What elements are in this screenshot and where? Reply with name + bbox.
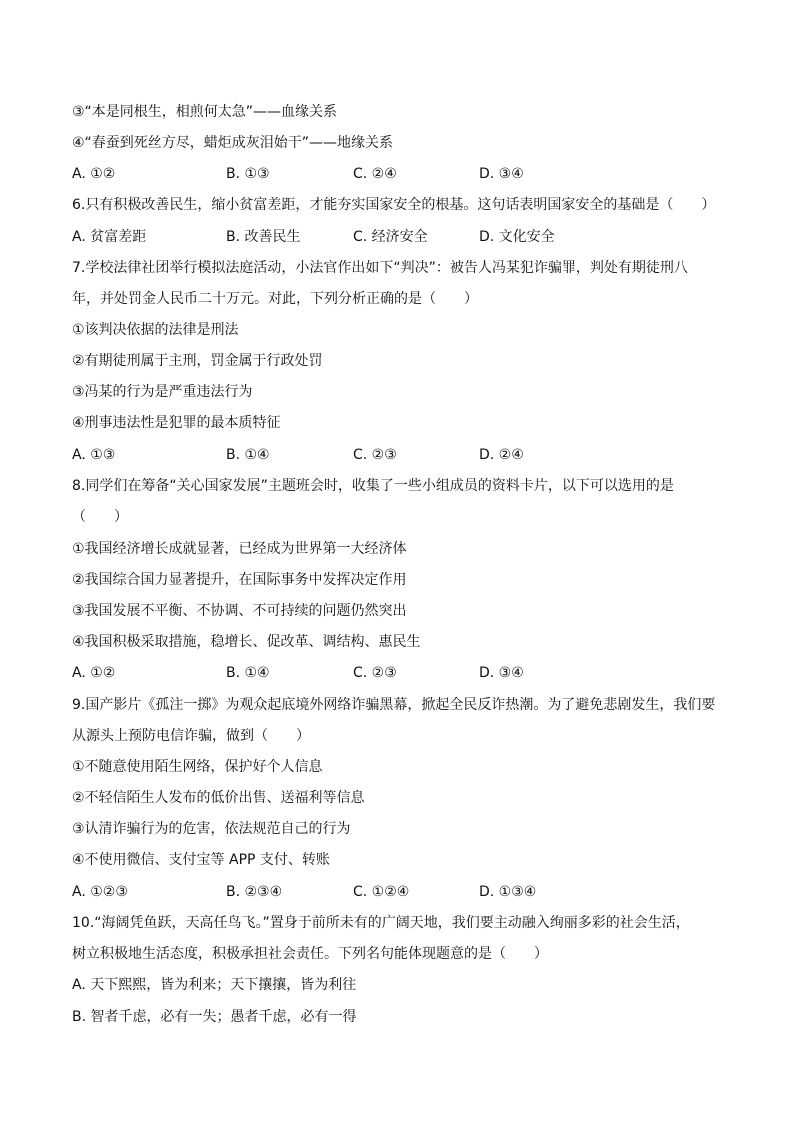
q6-options	[72, 227, 722, 247]
q6-option-d: D. 文化安全	[479, 229, 555, 245]
q9-stem-line-1: 9.国产影片《孤注一掷》为观众起底境外网络诈骗黑幕，掀起全民反诈热潮。为了避免悲剧发生，我们要	[72, 697, 716, 713]
q5-options	[72, 164, 722, 184]
q5-option-b: B. ①③	[226, 166, 270, 182]
q7-option-d: D. ②④	[479, 447, 524, 463]
q9-item-3: ③认清诈骗行为的危害，依法规范自己的行为	[72, 821, 351, 837]
q9-option-a: A. ①②③	[72, 884, 128, 900]
q8-stem-line-2: （ ）	[72, 509, 128, 525]
q10-stem-line-2: 树立积极地生活态度，积极承担社会责任。下列名句能体现题意的是（ ）	[72, 946, 548, 962]
q8-item-4: ④我国积极采取措施，稳增长、促改革、调结构、惠民生	[72, 634, 421, 650]
q9-option-b: B. ②③④	[226, 884, 283, 900]
q8-option-d: D. ③④	[479, 665, 524, 681]
q10-option-a: A. 天下熙熙，皆为利来；天下攘攘，皆为利往	[72, 977, 357, 993]
q5-option-c: C. ②④	[353, 166, 397, 182]
q7-option-c: C. ②③	[353, 447, 397, 463]
q7-option-b: B. ①④	[226, 447, 270, 463]
q9-item-4: ④不使用微信、支付宝等 APP 支付、转账	[72, 852, 330, 868]
q6-option-a: A. 贫富差距	[72, 229, 147, 245]
q7-options	[72, 445, 722, 465]
q7-item-1: ①该判决依据的法律是刑法	[72, 322, 239, 338]
q5-option-a: A. ①②	[72, 166, 116, 182]
q8-options	[72, 663, 722, 683]
q9-item-1: ①不随意使用陌生网络，保护好个人信息	[72, 759, 323, 775]
q7-item-4: ④刑事违法性是犯罪的最本质特征	[72, 415, 281, 431]
q9-options	[72, 882, 722, 902]
q6-stem: 6.只有积极改善民生，缩小贫富差距，才能夯实国家安全的根基。这句话表明国家安全的基础是（ ）	[72, 197, 716, 213]
q8-stem-line-1: 8.同学们在筹备“关心国家发展”主题班会时，收集了一些小组成员的资料卡片，以下可以选用的是	[72, 478, 674, 494]
q8-option-a: A. ①②	[72, 665, 116, 681]
q8-item-1: ①我国经济增长成就显著，已经成为世界第一大经济体	[72, 541, 407, 557]
q7-item-2: ②有期徒刑属于主刑，罚金属于行政处罚	[72, 353, 323, 369]
q9-item-2: ②不轻信陌生人发布的低价出售、送福利等信息	[72, 790, 365, 806]
q9-option-d: D. ①③④	[479, 884, 537, 900]
q6-option-b: B. 改善民生	[226, 229, 301, 245]
q8-option-b: B. ①④	[226, 665, 270, 681]
q7-stem-line-2: 年，并处罚金人民币二十万元。对此，下列分析正确的是（ ）	[72, 291, 478, 307]
q6-option-c: C. 经济安全	[353, 229, 428, 245]
q9-stem-line-2: 从源头上预防电信诈骗，做到（ ）	[72, 728, 310, 744]
q9-option-c: C. ①②④	[353, 884, 410, 900]
q5-option-d: D. ③④	[479, 166, 524, 182]
q8-option-c: C. ②③	[353, 665, 397, 681]
q7-stem-line-1: 7.学校法律社团举行模拟法庭活动，小法官作出如下“判决”：被告人冯某犯诈骗罪，判处有期徒刑八	[72, 260, 688, 276]
q5-item-4: ④“春蚕到死丝方尽，蜡炬成灰泪始干”——地缘关系	[72, 135, 394, 151]
q10-option-b: B. 智者千虑，必有一失；愚者千虑，必有一得	[72, 1009, 357, 1025]
q10-stem-line-1: 10.“海阔凭鱼跃，天高任鸟飞。”置身于前所未有的广阔天地，我们要主动融入绚丽多彩的社会生活，	[72, 915, 690, 931]
q7-item-3: ③冯某的行为是严重违法行为	[72, 384, 253, 400]
q8-item-2: ②我国综合国力显著提升，在国际事务中发挥决定作用	[72, 572, 407, 588]
q8-item-3: ③我国发展不平衡、不协调、不可持续的问题仍然突出	[72, 603, 407, 619]
q7-option-a: A. ①③	[72, 447, 116, 463]
q5-item-3: ③“本是同根生，相煎何太急”——血缘关系	[72, 104, 338, 120]
